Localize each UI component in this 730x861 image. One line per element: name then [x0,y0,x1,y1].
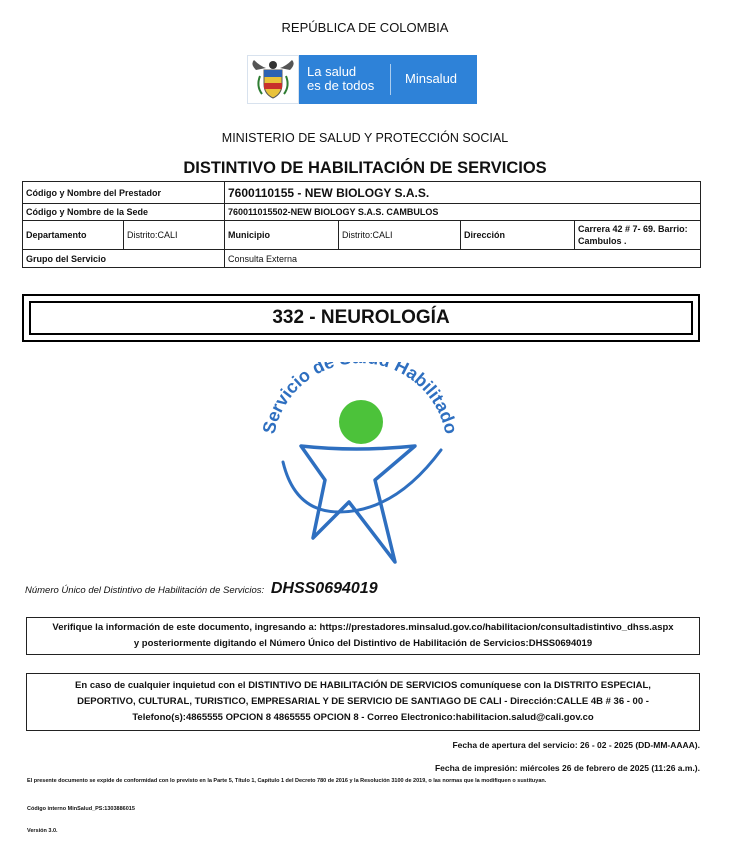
site-label: Código y Nombre de la Sede [23,204,225,221]
group-label: Grupo del Servicio [23,250,225,268]
address-label: Dirección [461,221,575,250]
verification-box [26,617,700,655]
contact-line-2: DEPORTIVO, CULTURAL, TURISTICO, EMPRESARIAL Y DE SERVICIO DE SANTIAGO DE CALI - Dirección:CALLE 4B # 36 - 00 - [77,696,649,707]
contact-box [26,673,700,731]
site-value: 760011015502-NEW BIOLOGY S.A.S. CAMBULOS [225,204,701,221]
service-name: 332 - NEUROLOGÍA [29,301,693,335]
department-value: Distrito:CALI [124,221,225,250]
emblem-swoosh [283,450,441,512]
version-label: Versión 3.0. [27,828,58,834]
logo-divider [390,64,391,95]
group-value: Consulta Externa [225,250,701,268]
verification-line-1: Verifique la información de este documento, ingresando a: https://prestadores.minsalud.gov.co/habilitacion/consultadistintivo_dhss.aspx [52,622,674,633]
municipality-value: Distrito:CALI [339,221,461,250]
unique-number-label: Número Único del Distintivo de Habilitación de Servicios: [25,585,265,596]
municipality-label: Municipio [225,221,339,250]
coat-of-arms-icon [247,55,299,104]
service-box [22,294,700,342]
unique-number-row [25,580,378,598]
address-value: Carrera 42 # 7- 69. Barrio: Cambulos . [575,221,701,250]
internal-code: Código interno MinSalud_PS:1303886015 [27,806,135,812]
opening-date: Fecha de apertura del servicio: 26 - 02 - 2025 (DD-MM-AAAA). [452,740,700,750]
verification-line-2: y posteriormente digitando el Número Único del Distintivo de Habilitación de Servicios:DHSS0694019 [133,638,593,649]
unique-number-value: DHSS0694019 [270,580,378,597]
green-circle-icon [339,400,383,444]
provider-value: 7600110155 - NEW BIOLOGY S.A.S. [225,182,701,204]
logo-tagline: La salud es de todos [307,64,375,93]
document-title: DISTINTIVO DE HABILITACIÓN DE SERVICIOS [183,159,547,177]
minsalud-logo [247,55,477,104]
department-label: Departamento [23,221,124,250]
provider-label: Código y Nombre del Prestador [23,182,225,204]
legal-note: El presente documento se expide de conformidad con lo previsto en la Parte 5, Título 1, Capítulo 1 del Decreto 780 de 2016 y la Resolución 3100 de 2019, o las normas que la modifiquen o sustituyan. [27,778,547,784]
ministry-name: MINISTERIO DE SALUD Y PROTECCIÓN SOCIAL [221,131,509,145]
habilitado-emblem [255,362,465,572]
country-heading: REPÚBLICA DE COLOMBIA [281,20,449,35]
provider-info-table [22,181,701,268]
emblem-arc-text: Servicio de Habilitado [258,362,462,436]
contact-line-3: Telefono(s):4865555 OPCION 8 4865555 OPCION 8 - Correo Electronico:habilitacion.salud@cali.gov.co [132,712,594,723]
logo-brand: Minsalud [405,71,458,86]
print-date: Fecha de impresión: miércoles 26 de febrero de 2025 (11:26 a.m.). [434,763,700,773]
star-figure-icon [301,446,415,562]
contact-line-1: En caso de cualquier inquietud con el DISTINTIVO DE HABILITACIÓN DE SERVICIOS comuníquese con la DISTRITO ESPECIAL, [75,680,651,691]
